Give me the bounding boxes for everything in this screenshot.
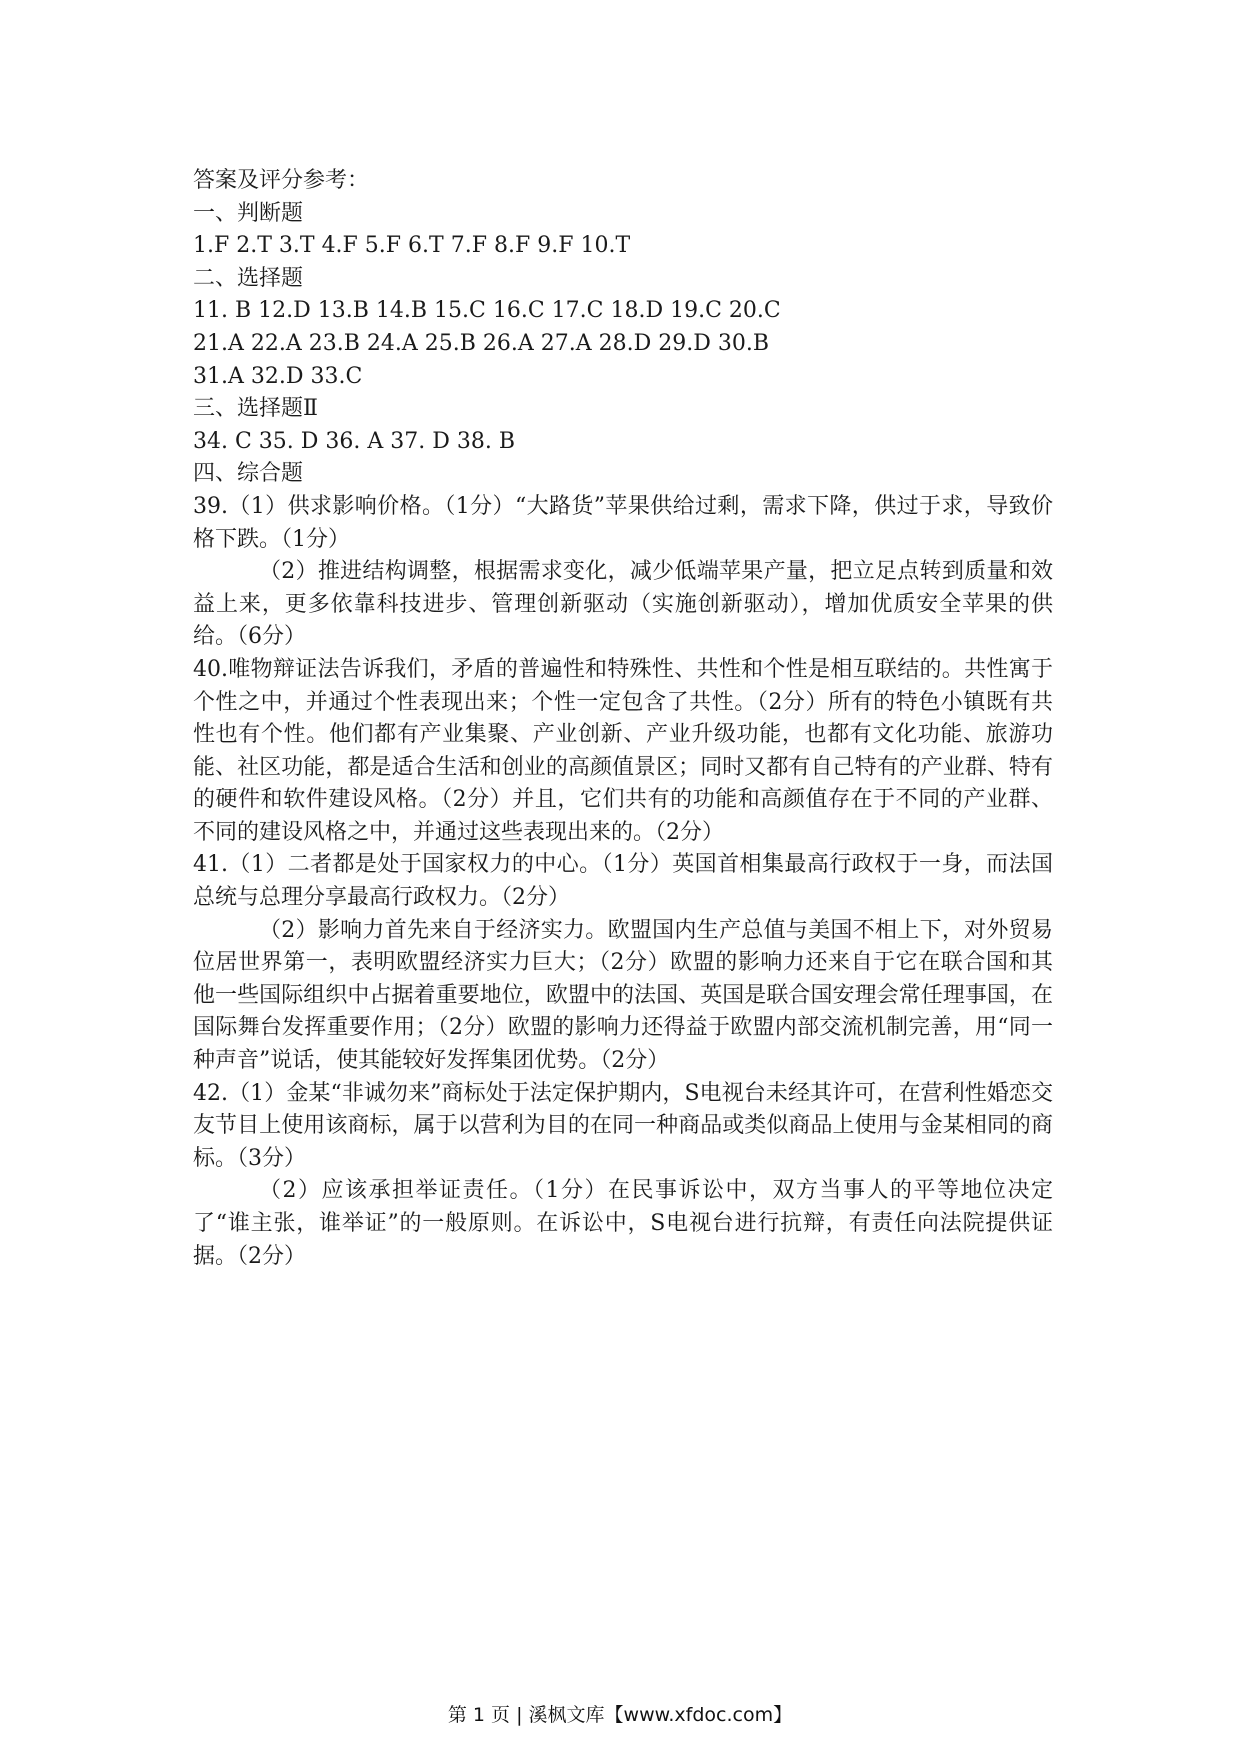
choice-2-answers: 34. C 35. D 36. A 37. D 38. B	[193, 428, 516, 454]
answer-q41-part2: （2）影响力首先来自于经济实力。欧盟国内生产总值与美国不相上下，对外贸易位居世界第一，表明欧盟经济实力巨大；（2分）欧盟的影响力还来自于它在联合国和其他一些国际组织中占据着重要地位，欧盟中的法国、英国是联合国安理会常任理事国，在国际舞台发挥重要作用；（2分）欧盟的影响力还得益于欧盟内部交流机制完善，用“同一种声音”说话，使其能较好发挥集团优势。（2分）	[193, 917, 1053, 1074]
answer-q40: 40.唯物辩证法告诉我们，矛盾的普遍性和特殊性、共性和个性是相互联结的。共性寓于个性之中，并通过个性表现出来；个性一定包含了共性。（2分）所有的特色小镇既有共性也有个性。他们都有产业集聚、产业创新、产业升级功能，也都有文化功能、旅游功能、社区功能，都是适合生活和创业的高颜值景区；同时又都有自己特有的产业群、特有的硬件和软件建设风格。（2分）并且，它们共有的功能和高颜值存在于不同的产业群、不同的建设风格之中，并通过这些表现出来的。（2分）	[193, 656, 1053, 845]
section-title-choice: 二、选择题	[193, 265, 304, 291]
page-footer: 第 1 页 | 溪枫文库【www.xfdoc.com】	[447, 1704, 793, 1726]
section-title-comprehensive: 四、综合题	[193, 461, 304, 487]
document-heading: 答案及评分参考：	[193, 168, 370, 193]
answer-q42-part1: 42.（1）金某“非诚勿来”商标处于法定保护期内，S电视台未经其许可，在营利性婚恋交友节目上使用该商标，属于以营利为目的在同一种商品或类似商品上使用与金某相同的商标。（3分）	[193, 1080, 1053, 1171]
choice-answers-line-2: 21.A 22.A 23.B 24.A 25.B 26.A 27.A 28.D 29.D 30.B	[193, 330, 770, 356]
answer-q41-part1: 41.（1）二者都是处于国家权力的中心。（1分）英国首相集最高行政权于一身，而法国总统与总理分享最高行政权力。（2分）	[193, 852, 1053, 911]
choice-answers-line-3: 31.A 32.D 33.C	[193, 363, 363, 389]
answer-key-body	[193, 165, 1053, 1273]
answer-q39-part1: 39.（1）供求影响价格。（1分）“大路货”苹果供给过剩，需求下降，供过于求，导致价格下跌。（1分）	[193, 493, 1053, 552]
section-title-judgement: 一、判断题	[193, 200, 304, 226]
answer-q39-part2: （2）推进结构调整，根据需求变化，减少低端苹果产量，把立足点转到质量和效益上来，更多依靠科技进步、管理创新驱动（实施创新驱动），增加优质安全苹果的供给。（6分）	[193, 559, 1053, 650]
judgement-answers: 1.F 2.T 3.T 4.F 5.F 6.T 7.F 8.F 9.F 10.T	[193, 233, 631, 259]
choice-answers-line-1: 11. B 12.D 13.B 14.B 15.C 16.C 17.C 18.D 19.C 20.C	[193, 298, 781, 324]
answer-q42-part2: （2）应该承担举证责任。（1分）在民事诉讼中，双方当事人的平等地位决定了“谁主张，谁举证”的一般原则。在诉讼中，S电视台进行抗辩，有责任向法院提供证据。（2分）	[193, 1178, 1053, 1269]
section-title-choice-2: 三、选择题Ⅱ	[193, 396, 318, 422]
